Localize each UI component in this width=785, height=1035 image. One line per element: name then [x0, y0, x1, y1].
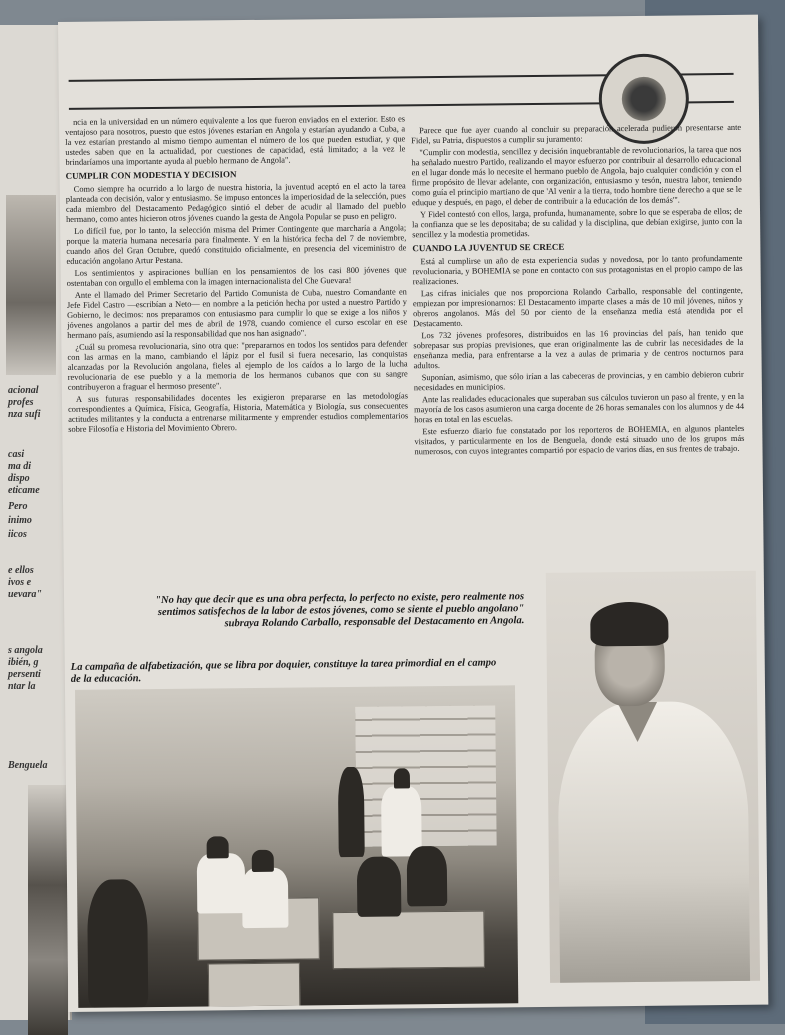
- paragraph: Lo difícil fue, por lo tanto, la selección misma del Primer Contingente que marcharía a Angola; porque la materia humana necesaria para finalmente. Y en la histórica fecha del 7 de noviembre, cuando años del Gran Octubre, quedó constituido oficialmente, en presencia del viceministro de educación angolano Artur Pestana.: [66, 223, 407, 266]
- paragraph: Ante las realidades educacionales que superaban sus cálculos tuvieron un paso al frente, y en la mayoría de los casos asumieron una carga docente de 26 horas semanales con los alumnos y de 44 horas en total en las escuelas.: [414, 391, 745, 425]
- paragraph: ¿Cuál su promesa revolucionaria, sino otra que: "prepararnos en todos los sentidos para defender con las armas en la mano, cambiando el lápiz por el fusil si fuera necesario, las conquistas alcanzadas por la Revolución angolana, fieles al ejemplo de los caídos a lo largo de la lucha revolucionaria de ese pueblo y a la memoria de los hermanos cubanos que con su sangre contribuyeron a fraguar el hermoso presente".: [67, 339, 408, 392]
- portrait-photo-rolando-carballo: [546, 571, 760, 983]
- desk: [332, 911, 485, 970]
- left-page-bottom-photo: [28, 785, 68, 1035]
- paragraph: Los 732 jóvenes profesores, distribuidos en las 16 provincias del país, han tenido que sobrepasar sus propias previsiones, que eran originalmente las de cubrir las necesidades de la enseñanza media, para enfrentarse a la vez a aulas de primaria y de centros nocturnos para adultos.: [413, 327, 744, 371]
- left-fragment: inimo: [8, 515, 32, 526]
- pull-quote: "No hay que decir que es una obra perfecta, lo perfecto no existe, pero realmente nos sentimos satisfechos de la labor de estos jóvenes, como se siente el pueblo angolano" subraya Rolando Carballo, responsable del Destacamento en Angola.: [155, 591, 525, 630]
- paragraph: Suponían, asimismo, que sólo irían a las cabeceras de provincias, y en cambio debieron cubrir necesidades en municipios.: [413, 369, 744, 393]
- left-fragment: profes: [8, 397, 34, 408]
- left-fragment: Pero: [8, 501, 28, 512]
- paragraph: Como siempre ha ocurrido a lo largo de nuestra historia, la juventud aceptó en el acto la tarea planteada con decisión, valor y entusiasmo. Se impuso entonces la imperiosidad de la selección, pues cada miembro del Destacamento Pedagógico sintió el deber de acudir al llamado del pueblo hermano, como antes hicieron otros jóvenes cuando la gesta de Angola Popular se puso en peligro.: [65, 181, 406, 224]
- paragraph: Está al cumplirse un año de esta experiencia sudas y novedosa, por lo tanto profundamente revolucionaria, y BOHEMIA se pone en contacto con sus protagonistas en el propio campo de las realizaciones.: [412, 253, 743, 287]
- paragraph: ncia en la universidad en un número equivalente a los que fueron enviados en el exterior. Esto es ventajoso para nosotros, puesto que estos jóvenes estarían en Angola y estarían ayudando a Cuba, a la vez estarían prestando al mismo tiempo aumentan el número de los que pueden estudiar, y que ustedes saben que en la actualidad, por cuestiones de capacidad, está limitado; a la vez le brindaríamos una importante ayuda al pueblo hermano de Angola".: [65, 114, 406, 167]
- left-fragment: dispo: [8, 473, 30, 484]
- head: [394, 768, 410, 788]
- paragraph: Y Fidel contestó con ellos, larga, profunda, humanamente, sobre lo que se esperaba de ellos; de la confianza que se les depositaba; de su calidad y la disciplina, que debían exigirse, junto con la sencillez y la modestia prometidas.: [412, 206, 743, 240]
- article-column-2: [411, 123, 744, 459]
- left-fragment: ma di: [8, 461, 32, 472]
- paragraph: Parece que fue ayer cuando al concluir su preparación acelerada pudieron presentarse ante Fidel, su Patria, dispuestos a cumplir su juramento:: [411, 122, 742, 146]
- paragraph: "Cumplir con modestia, sencillez y decisión inquebrantable de revolucionarios, la tarea que nos ha señalado nuestro Partido, realizando el mayor esfuerzo por contribuir al desarrollo educacional en el lugar donde más lo necesite el hermano pueblo de Angola, bajo cualquier condición y con el firme propósito de llevar adelante, con organización, entusiasmo y tesón, nuestra labor, teniendo como guía el principio martiano de que 'Al venir a la tierra, todo hombre tiene derecho a que se le eduque y después, en pago, el deber de contribuir a la educación de los demás'".: [411, 144, 742, 208]
- left-fragment: uevara": [8, 589, 42, 600]
- left-fragment: acional: [8, 385, 39, 396]
- left-fragment: ibién, g: [8, 657, 39, 668]
- seated-student: [407, 846, 448, 906]
- paragraph: Los sentimientos y aspiraciones bullían en los pensamientos de los casi 800 jóvenes que ostentaban con orgullo el emblema con la imagen internacionalista del Che Guevara!: [66, 265, 407, 288]
- che-portrait-icon: [622, 77, 666, 121]
- desk: [208, 963, 300, 1008]
- left-fragment: e ellos: [8, 565, 34, 576]
- article-column-1: [65, 114, 408, 437]
- photo-caption: La campaña de alfabetización, que se libra por doquier, constituye la tarea primordial en el campo de la educación.: [70, 657, 497, 685]
- left-fragment: Benguela: [8, 760, 48, 771]
- stacked-boxes: [355, 705, 496, 846]
- paragraph: Este esfuerzo diario fue constatado por los reporteros de BOHEMIA, en algunos planteles visitados, y particularmente en los de Benguela, donde está situado uno de los grupos más numerosos, con cuyos integrantes compartió por espacio de varios días, en sus frentes de trabajo.: [414, 423, 745, 457]
- left-fragment: eticame: [8, 485, 40, 496]
- left-fragment: s angola: [8, 645, 43, 656]
- standing-person: [381, 786, 422, 856]
- left-fragment: persenti: [8, 669, 41, 680]
- paragraph: Ante el llamado del Primer Secretario del Partido Comunista de Cuba, nuestro Comandante en Jefe Fidel Castro —escribían a Neto— en nombre a la petición hecha por usted a nuestro Partido y Gobierno, le decimos: nos preparamos con entusiasmo para cumplir lo que se exige a los niños y jóvenes angolanos a partir del mes de abril de 1978, cuando comience el curso escolar en ese hermano país, asumiendo así la responsabilidad que nos han asignado".: [66, 287, 408, 340]
- left-fragment: iicos: [8, 529, 27, 540]
- left-fragment: ntar la: [8, 681, 36, 692]
- classroom-photo: [75, 685, 518, 1008]
- left-page-photo: [6, 195, 56, 375]
- seated-student: [357, 856, 402, 916]
- right-page: [58, 15, 768, 1012]
- head: [252, 850, 274, 872]
- head: [207, 836, 229, 858]
- standing-person: [338, 767, 365, 857]
- seated-student: [197, 853, 246, 913]
- seated-student: [242, 868, 289, 928]
- portrait-hair: [590, 602, 668, 647]
- paragraph: Las cifras iniciales que nos proporciona Rolando Carballo, responsable del contingente, empiezan por impresionarnos: El Destacamento imparte clases a más de 10 mil jóvenes, niños y obreros angolanos. Más del 50 por ciento de la enseñanza media está atendida por el Destacamento.: [412, 285, 744, 329]
- left-fragment: casi: [8, 449, 25, 460]
- section-heading: CUMPLIR CON MODESTIA Y DECISION: [65, 169, 237, 181]
- foreground-person: [87, 879, 148, 1008]
- portrait-torso: [557, 701, 750, 983]
- section-heading: CUANDO LA JUVENTUD SE CRECE: [412, 241, 565, 254]
- left-fragment: ivos e: [8, 577, 32, 588]
- paragraph: A sus futuras responsabilidades docentes les exigieron prepararse en las metodologías correspondientes a Química, Física, Geografía, Historia, Matemática y Biología, sus consecuentes actitudes militantes y la conducta a entrenarse militarmente y emprender estudios complementarios sobre Filosofía e Historia del Movimiento Obrero.: [68, 391, 409, 434]
- left-fragment: nza sufi: [8, 409, 41, 420]
